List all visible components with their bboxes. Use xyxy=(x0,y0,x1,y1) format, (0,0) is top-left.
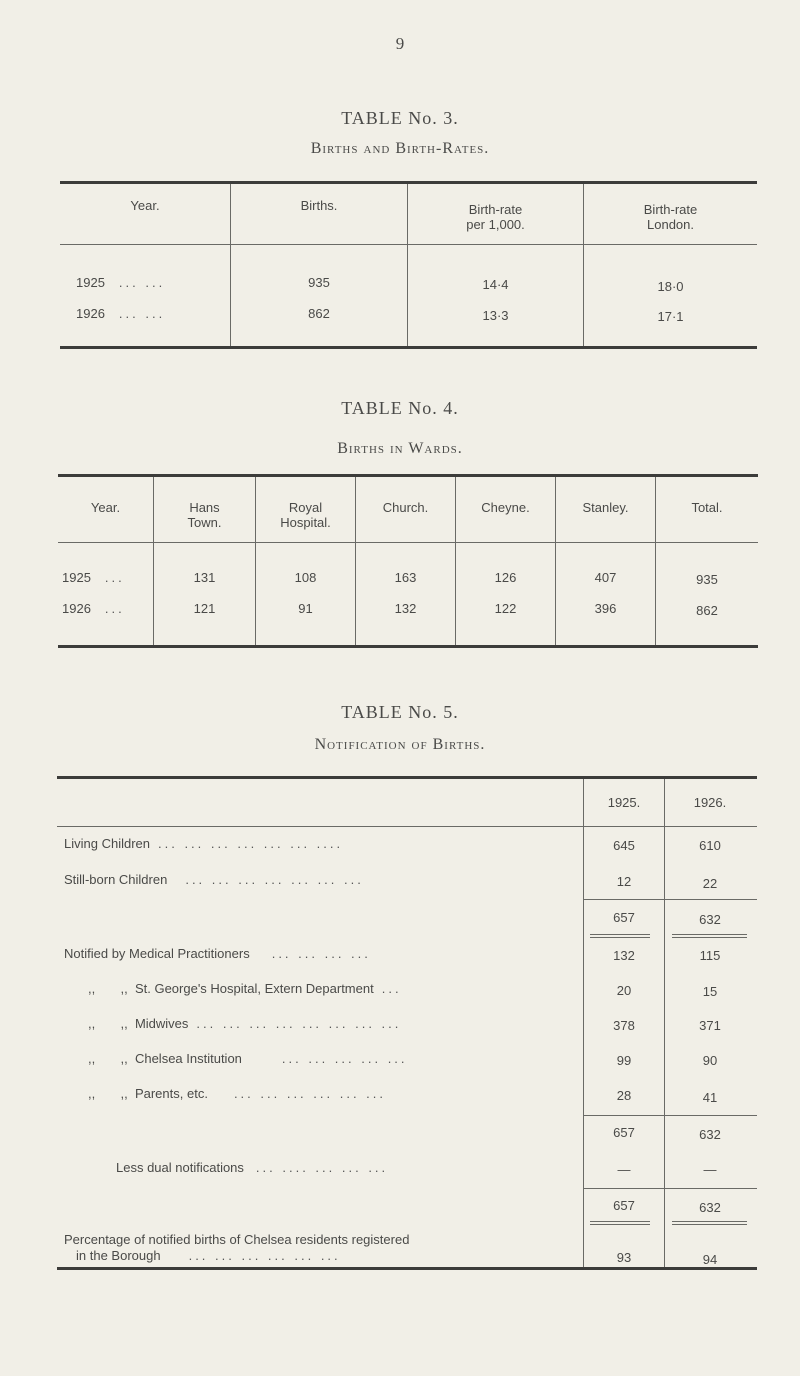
table5-label-living: Living Children ... ... ... ... ... ... .... xyxy=(64,836,344,851)
table5-subtotal2-1925: 657 xyxy=(613,1125,635,1140)
table5-subtotal2-1926: 632 xyxy=(699,1127,721,1142)
table3-row-births: 862 xyxy=(308,306,330,321)
table5-stgeorge-1926: 15 xyxy=(702,984,718,999)
table5-stillborn-1926: 22 xyxy=(702,876,718,891)
table5-parents-1926: 41 xyxy=(702,1090,718,1105)
table5-label-dual: Less dual notifications ... .... ... ... ... xyxy=(116,1160,389,1175)
table4-row-cheyne: 122 xyxy=(494,601,517,616)
table5-header-1925: 1925. xyxy=(607,795,641,810)
table3-row-year: 1925 ... ... xyxy=(76,275,166,290)
table5-midwives-1925: 378 xyxy=(613,1018,635,1033)
table5-percentage-1925: 93 xyxy=(616,1250,632,1265)
table3-row-rate: 14·4 xyxy=(482,277,509,292)
table4-header-stanley: Stanley. xyxy=(582,500,629,515)
table5-label-midwives: ,, ,, Midwives ... ... ... ... ... ... ... ... xyxy=(88,1016,402,1031)
table4-row-church: 163 xyxy=(394,570,417,585)
table5-subtotal1-1925: 657 xyxy=(613,910,635,925)
table5-label-percentage-line2: in the Borough ... ... ... ... ... ... xyxy=(76,1248,341,1263)
table5-label-stgeorge: ,, ,, St. George's Hospital, Extern Department ... xyxy=(88,981,402,996)
table5-medical-1926: 115 xyxy=(699,948,721,963)
table5-subtitle: Notification of Births. xyxy=(314,736,486,753)
table5-double-rule xyxy=(590,1224,650,1225)
table4-row-year: 1926 ... xyxy=(62,601,125,616)
table3-row-london: 17·1 xyxy=(657,309,684,324)
table4-row-royal: 108 xyxy=(294,570,317,585)
page-number: 9 xyxy=(395,34,405,53)
table5-living-1926: 610 xyxy=(699,838,721,853)
table4-row-total: 935 xyxy=(696,572,718,587)
table3-bottom-rule xyxy=(60,346,757,349)
table5-double-rule xyxy=(672,1224,747,1225)
table5-label-stillborn: Still-born Children ... ... ... ... ... ... ... xyxy=(64,872,364,887)
table3-header-london: Birth-rate London. xyxy=(643,202,698,232)
table5-stillborn-1925: 12 xyxy=(616,874,632,889)
table4-header-rule xyxy=(58,542,758,543)
table3-row-year: 1926 ... ... xyxy=(76,306,166,321)
table5-header-rule xyxy=(57,826,757,827)
table3-header-year: Year. xyxy=(130,198,160,213)
table5-double-rule xyxy=(590,934,650,935)
table5-percentage-1926: 94 xyxy=(702,1252,718,1267)
table4-header-hans: Hans Town. xyxy=(187,500,222,530)
table3-top-rule xyxy=(60,181,757,184)
table4-row-hans: 131 xyxy=(193,570,216,585)
table5-label-percentage: Percentage of notified births of Chelsea residents registered xyxy=(64,1232,410,1247)
table5-chelsea-1926: 90 xyxy=(702,1053,718,1068)
table3-subtitle: Births and Birth-Rates. xyxy=(310,140,490,157)
table3-row-london: 18·0 xyxy=(657,279,684,294)
table5-dual-1925: — xyxy=(617,1162,631,1177)
table4-bottom-rule xyxy=(58,645,758,648)
table4-row-stanley: 407 xyxy=(594,570,617,585)
table4-top-rule xyxy=(58,474,758,477)
table5-living-1925: 645 xyxy=(613,838,635,853)
table3-row-rate: 13·3 xyxy=(482,308,509,323)
table5-medical-1925: 132 xyxy=(613,948,635,963)
table5-total-1925: 657 xyxy=(613,1198,635,1213)
table3-header-rate: Birth-rate per 1,000. xyxy=(466,202,525,232)
table5-header-1926: 1926. xyxy=(693,795,727,810)
table4-header-year: Year. xyxy=(90,500,121,515)
table4-row-total: 862 xyxy=(696,603,718,618)
table5-double-rule xyxy=(590,937,650,938)
table5-label-parents: ,, ,, Parents, etc. ... ... ... ... ... ... xyxy=(88,1086,387,1101)
table3-row-births: 935 xyxy=(308,275,330,290)
table4-row-year: 1925 ... xyxy=(62,570,125,585)
table4-header-church: Church. xyxy=(382,500,429,515)
table5-subtotal-rule xyxy=(584,899,757,900)
table5-parents-1925: 28 xyxy=(616,1088,632,1103)
table5-dual-1926: — xyxy=(703,1162,717,1177)
table5-chelsea-1925: 99 xyxy=(616,1053,632,1068)
table5-total-1926: 632 xyxy=(699,1200,721,1215)
table5-double-rule xyxy=(590,1221,650,1222)
table4-subtitle: Births in Wards. xyxy=(337,440,463,457)
table5-bottom-rule xyxy=(57,1267,757,1270)
table4-row-stanley: 396 xyxy=(594,601,617,616)
table5-double-rule xyxy=(672,937,747,938)
table5-label-medical: Notified by Medical Practitioners ... ... ... ... xyxy=(64,946,371,961)
table5-midwives-1926: 371 xyxy=(699,1018,721,1033)
table5-top-rule xyxy=(57,776,757,779)
table5-title: TABLE No. 5. xyxy=(341,702,459,722)
table5-double-rule xyxy=(672,934,747,935)
table5-label-chelsea: ,, ,, Chelsea Institution ... ... ... ... ... xyxy=(88,1051,408,1066)
table3-header-rule xyxy=(60,244,757,245)
table4-header-total: Total. xyxy=(691,500,723,515)
table3-header-births: Births. xyxy=(300,198,338,213)
table4-header-cheyne: Cheyne. xyxy=(481,500,530,515)
table5-total-rule xyxy=(584,1188,757,1189)
table4-header-royal: Royal Hospital. xyxy=(280,500,331,530)
table3-title: TABLE No. 3. xyxy=(341,108,459,128)
table5-double-rule xyxy=(672,1221,747,1222)
table5-subtotal-rule xyxy=(584,1115,757,1116)
table4-title: TABLE No. 4. xyxy=(341,398,459,418)
table4-row-church: 132 xyxy=(394,601,417,616)
table5-stgeorge-1925: 20 xyxy=(616,983,632,998)
table4-row-cheyne: 126 xyxy=(494,570,517,585)
table4-row-hans: 121 xyxy=(193,601,216,616)
table5-subtotal1-1926: 632 xyxy=(699,912,721,927)
table4-row-royal: 91 xyxy=(298,601,313,616)
